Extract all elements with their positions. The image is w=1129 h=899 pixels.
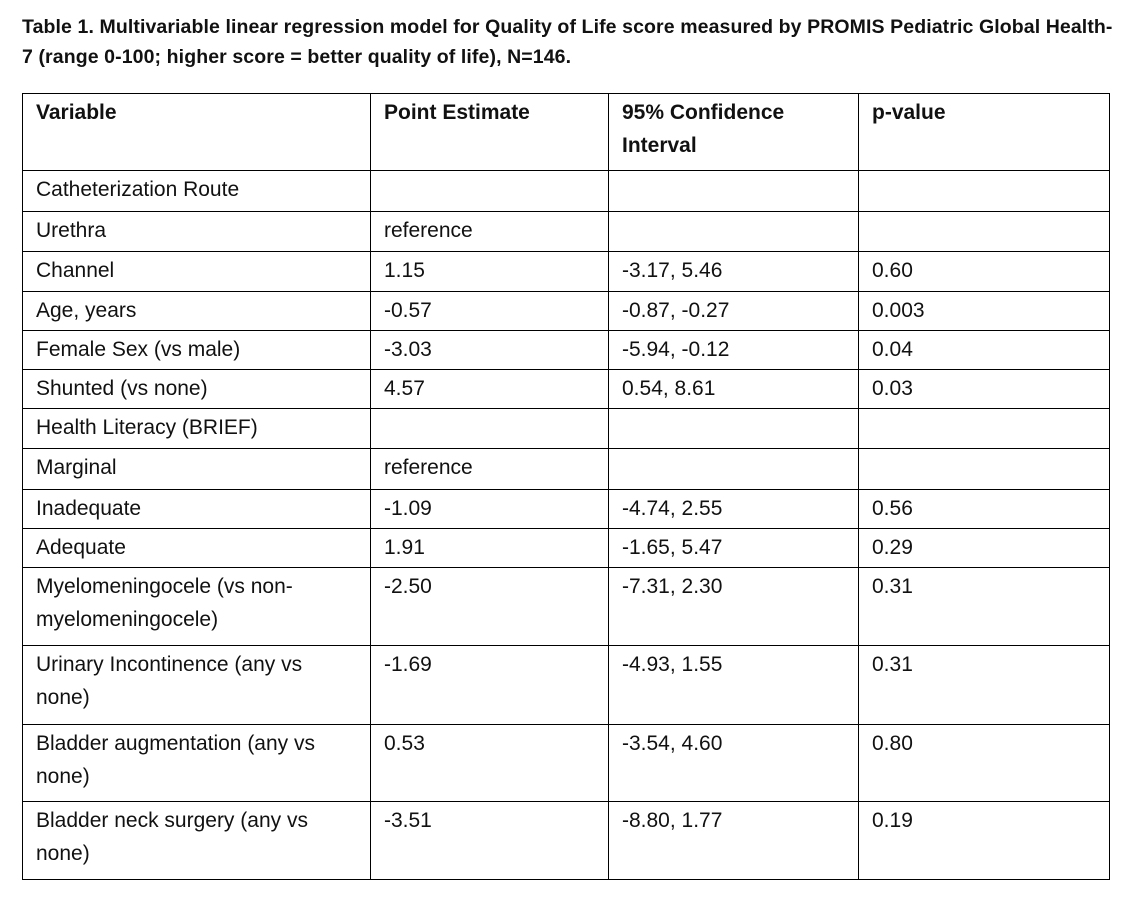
- cell-p-value: [859, 171, 1110, 212]
- table-row: [23, 331, 1110, 370]
- table-row: [23, 252, 1110, 292]
- table-row: [23, 568, 1110, 646]
- cell-variable: Bladder augmentation (any vs none): [23, 725, 371, 802]
- table-row: [23, 725, 1110, 802]
- cell-point-estimate: reference: [371, 212, 609, 252]
- cell-point-estimate: -1.09: [371, 490, 609, 529]
- cell-confidence-interval: -5.94, -0.12: [609, 331, 859, 370]
- cell-point-estimate: -3.03: [371, 331, 609, 370]
- table-row: [23, 802, 1110, 880]
- table-row: [23, 370, 1110, 409]
- cell-variable: Age, years: [23, 292, 371, 331]
- cell-confidence-interval: -0.87, -0.27: [609, 292, 859, 331]
- header-row: [23, 94, 1110, 171]
- table-row: [23, 646, 1110, 725]
- cell-variable: Female Sex (vs male): [23, 331, 371, 370]
- cell-variable: Urinary Incontinence (any vs none): [23, 646, 371, 725]
- cell-confidence-interval: [609, 409, 859, 449]
- header-p-value: p-value: [859, 94, 1110, 171]
- cell-confidence-interval: -4.74, 2.55: [609, 490, 859, 529]
- table-row: [23, 292, 1110, 331]
- cell-p-value: 0.60: [859, 252, 1110, 292]
- table-caption: Table 1. Multivariable linear regression model for Quality of Life score measured by PROMIS Pediatric Global Health-7 (range 0-100; higher score = better quality of life), N=146.: [22, 16, 1113, 68]
- cell-variable: Myelomeningocele (vs non-myelomeningocele): [23, 568, 371, 646]
- table-row: [23, 409, 1110, 449]
- cell-p-value: 0.80: [859, 725, 1110, 802]
- cell-p-value: 0.31: [859, 568, 1110, 646]
- table-row: [23, 449, 1110, 490]
- cell-p-value: 0.56: [859, 490, 1110, 529]
- cell-p-value: 0.03: [859, 370, 1110, 409]
- regression-table: [22, 93, 1110, 880]
- cell-variable: Bladder neck surgery (any vs none): [23, 802, 371, 880]
- cell-point-estimate: -1.69: [371, 646, 609, 725]
- table-row: [23, 529, 1110, 568]
- cell-confidence-interval: [609, 171, 859, 212]
- cell-confidence-interval: [609, 212, 859, 252]
- header-point-estimate: Point Estimate: [371, 94, 609, 171]
- cell-variable: Urethra: [23, 212, 371, 252]
- cell-p-value: [859, 409, 1110, 449]
- table-row: [23, 212, 1110, 252]
- cell-p-value: 0.003: [859, 292, 1110, 331]
- cell-point-estimate: [371, 409, 609, 449]
- table-row: [23, 171, 1110, 212]
- cell-p-value: 0.31: [859, 646, 1110, 725]
- cell-p-value: 0.19: [859, 802, 1110, 880]
- cell-p-value: [859, 212, 1110, 252]
- cell-point-estimate: -2.50: [371, 568, 609, 646]
- cell-confidence-interval: -8.80, 1.77: [609, 802, 859, 880]
- cell-confidence-interval: -4.93, 1.55: [609, 646, 859, 725]
- header-confidence-interval: 95% Confidence Interval: [609, 94, 859, 171]
- cell-p-value: 0.04: [859, 331, 1110, 370]
- cell-variable: Channel: [23, 252, 371, 292]
- cell-point-estimate: 4.57: [371, 370, 609, 409]
- cell-p-value: 0.29: [859, 529, 1110, 568]
- cell-point-estimate: reference: [371, 449, 609, 490]
- cell-variable: Adequate: [23, 529, 371, 568]
- table-row: [23, 490, 1110, 529]
- cell-variable: Inadequate: [23, 490, 371, 529]
- cell-point-estimate: [371, 171, 609, 212]
- cell-confidence-interval: 0.54, 8.61: [609, 370, 859, 409]
- cell-variable: Shunted (vs none): [23, 370, 371, 409]
- cell-variable: Marginal: [23, 449, 371, 490]
- cell-point-estimate: 1.15: [371, 252, 609, 292]
- cell-variable: Catheterization Route: [23, 171, 371, 212]
- cell-confidence-interval: [609, 449, 859, 490]
- cell-point-estimate: -0.57: [371, 292, 609, 331]
- header-variable: Variable: [23, 94, 371, 171]
- cell-point-estimate: -3.51: [371, 802, 609, 880]
- cell-point-estimate: 0.53: [371, 725, 609, 802]
- cell-confidence-interval: -1.65, 5.47: [609, 529, 859, 568]
- cell-variable: Health Literacy (BRIEF): [23, 409, 371, 449]
- cell-confidence-interval: -7.31, 2.30: [609, 568, 859, 646]
- cell-point-estimate: 1.91: [371, 529, 609, 568]
- cell-confidence-interval: -3.17, 5.46: [609, 252, 859, 292]
- cell-confidence-interval: -3.54, 4.60: [609, 725, 859, 802]
- cell-p-value: [859, 449, 1110, 490]
